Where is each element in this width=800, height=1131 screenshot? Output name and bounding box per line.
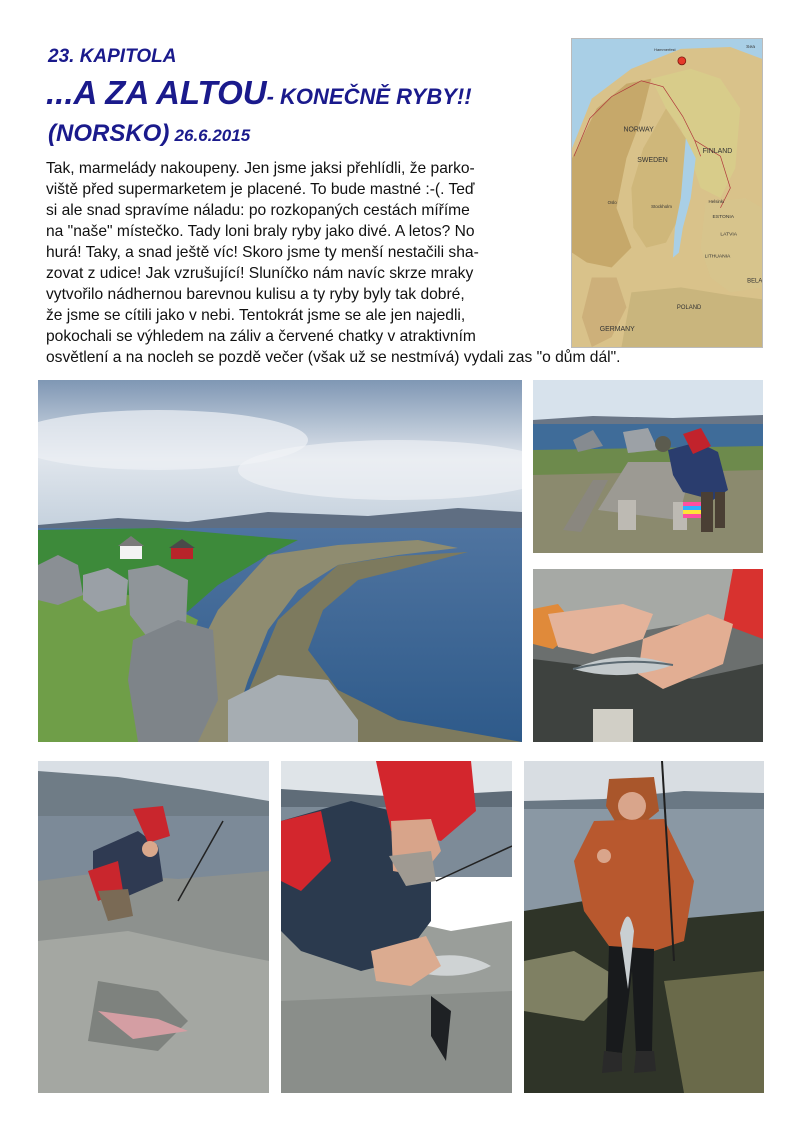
text-line: zovat z udice! Jak vzrušující! Sluníčko nám navíc skrze mraky: [46, 265, 474, 282]
map-label-lithuania: LITHUANIA: [704, 254, 731, 260]
text-line: Tak, marmelády nakoupeny. Jen jsme jaksi přehlídli, že parko-: [46, 160, 475, 177]
fjord-landscape-photo: [38, 380, 522, 742]
map-label-bela: BELA: [747, 278, 762, 285]
scandinavia-map: [571, 38, 763, 348]
map-label-oslo: Oslo: [607, 199, 617, 205]
fish-hands-photo: [533, 569, 763, 742]
text-line: vytvořilo nádhernou barevnou kulisu a ty ryby byly tak dobré,: [46, 286, 465, 303]
man-fishing-photo: [38, 761, 269, 1093]
chapter-label: 23. KAPITOLA: [48, 46, 177, 67]
text-line: osvětlení a na nocleh se pozdě večer (však už se nestmívá) vydali zas "o dům dál".: [46, 349, 621, 366]
date-label: 26.6.2015: [174, 126, 251, 145]
country-date: [48, 120, 250, 148]
map-label-helsinki: Helsinki: [708, 198, 725, 204]
map-label-sea: Sea: [746, 44, 755, 50]
man-holding-fish-photo: [281, 761, 512, 1093]
country-label: (NORSKO): [48, 120, 170, 147]
map-label-finland: FINLAND: [702, 148, 733, 156]
text-line: pokochali se výhledem na záliv a červené chatky v atraktivním: [46, 328, 476, 345]
map-label-sweden: SWEDEN: [637, 157, 668, 165]
text-line: si ale snad spravíme náladu: po rozkopaných cestách míříme: [46, 202, 470, 219]
map-label-stockholm: Stockholm: [651, 203, 672, 209]
map-label-poland: POLAND: [676, 305, 702, 312]
map-label-germany: GERMANY: [599, 326, 635, 334]
text-line: že jsme se cítili jako v nebi. Tentokrát jsme se ale jen najedli,: [46, 307, 466, 324]
woman-with-fish-photo: [524, 761, 764, 1093]
map-label-estonia: ESTONIA: [712, 214, 735, 220]
title-sub: - KONEČNĚ RYBY!!: [266, 84, 472, 109]
map-label-norway: NORWAY: [623, 126, 654, 134]
map-label-hammerfest: Hammerfest: [654, 46, 676, 52]
chapter-title: [46, 74, 472, 112]
text-line: viště před supermarketem je placené. To bude mastné :-(. Teď: [46, 181, 475, 198]
text-line: na "naše" místečko. Tady loni braly ryby jako divé. A letos? No: [46, 223, 475, 240]
title-main: ...A ZA ALTOU: [46, 74, 267, 111]
map-label-latvia: LATVIA: [720, 232, 738, 238]
picnic-table-photo: [533, 380, 763, 553]
text-line: hurá! Taky, a snad ještě víc! Skoro jsme ty menší nestačili sha-: [46, 244, 479, 261]
